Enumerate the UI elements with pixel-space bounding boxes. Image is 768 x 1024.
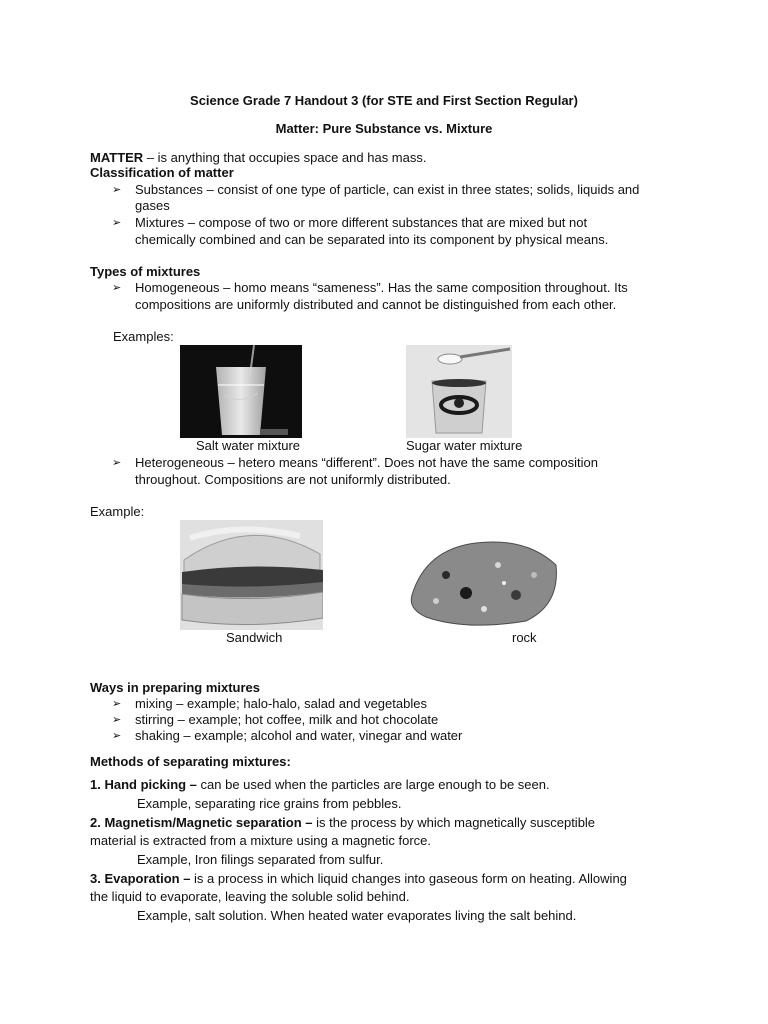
method-text-cont: material is extracted from a mixture using a magnetic force. xyxy=(90,833,432,848)
preparing-item-mixing: mixing – example; halo-halo, salad and vegetables xyxy=(135,696,427,711)
salt-water-caption: Salt water mixture xyxy=(196,438,301,453)
method-text: can be used when the particles are large enough to be seen. xyxy=(196,777,550,792)
method-title: 2. Magnetism/Magnetic separation – xyxy=(90,815,313,830)
classification-item-mixtures-cont: chemically combined and can be separated into its component by physical means. xyxy=(135,232,609,247)
method-text: is a process in which liquid changes into gaseous form on heating. Allowing xyxy=(190,871,627,886)
rock-image xyxy=(406,535,561,630)
page-title: Science Grade 7 Handout 3 (for STE and First Section Regular) xyxy=(190,93,578,108)
matter-term: MATTER xyxy=(90,150,144,165)
method-example: Example, Iron filings separated from sulfur. xyxy=(137,852,384,867)
arrow-bullet-icon: ➢ xyxy=(112,457,122,469)
method-text: is the process by which magnetically susceptible xyxy=(312,815,596,830)
sandwich-image xyxy=(180,520,323,630)
method-text-cont: the liquid to evaporate, leaving the soluble solid behind. xyxy=(90,889,410,904)
salt-water-glass-icon xyxy=(180,345,302,438)
preparing-item-shaking: shaking – example; alcohol and water, vinegar and water xyxy=(135,728,463,743)
page-subtitle: Matter: Pure Substance vs. Mixture xyxy=(275,121,493,136)
method-magnetism xyxy=(90,815,595,831)
arrow-bullet-icon: ➢ xyxy=(112,217,122,229)
homogeneous-definition: Homogeneous – homo means “sameness”. Has the same composition throughout. Its xyxy=(135,280,628,295)
arrow-bullet-icon: ➢ xyxy=(112,282,122,294)
sandwich-icon xyxy=(180,520,323,630)
sugar-water-caption: Sugar water mixture xyxy=(406,438,523,453)
matter-definition xyxy=(90,150,426,166)
rock-icon xyxy=(406,535,561,630)
arrow-bullet-icon: ➢ xyxy=(112,714,122,726)
sugar-water-glass-icon xyxy=(406,345,512,438)
preparing-item-stirring: stirring – example; hot coffee, milk and hot chocolate xyxy=(135,712,439,727)
sugar-water-glass-image xyxy=(406,345,512,438)
homogeneous-definition-cont: compositions are uniformly distributed and cannot be distinguished from each other. xyxy=(135,297,617,312)
sandwich-caption: Sandwich xyxy=(226,630,283,645)
classification-item-substances-cont: gases xyxy=(135,198,170,213)
classification-item-mixtures: Mixtures – compose of two or more different substances that are mixed but not xyxy=(135,215,588,230)
classification-heading: Classification of matter xyxy=(90,165,234,180)
method-hand-picking xyxy=(90,777,550,793)
method-example: Example, salt solution. When heated water evaporates living the salt behind. xyxy=(137,908,577,923)
preparing-heading: Ways in preparing mixtures xyxy=(90,680,261,695)
matter-definition-text: – is anything that occupies space and has mass. xyxy=(143,150,427,165)
example-label: Example: xyxy=(90,504,145,519)
method-title: 1. Hand picking – xyxy=(90,777,197,792)
examples-label: Examples: xyxy=(113,329,174,344)
heterogeneous-definition-cont: throughout. Compositions are not uniformly distributed. xyxy=(135,472,451,487)
rock-caption: rock xyxy=(512,630,537,645)
method-title: 3. Evaporation – xyxy=(90,871,191,886)
heterogeneous-definition: Heterogeneous – hetero means “different”. Does not have the same composition xyxy=(135,455,598,470)
arrow-bullet-icon: ➢ xyxy=(112,184,122,196)
separating-heading: Methods of separating mixtures: xyxy=(90,754,291,769)
method-evaporation xyxy=(90,871,627,887)
arrow-bullet-icon: ➢ xyxy=(112,698,122,710)
method-example: Example, separating rice grains from pebbles. xyxy=(137,796,402,811)
types-heading: Types of mixtures xyxy=(90,264,201,279)
arrow-bullet-icon: ➢ xyxy=(112,730,122,742)
classification-item-substances: Substances – consist of one type of particle, can exist in three states; solids, liquids and xyxy=(135,182,640,197)
salt-water-glass-image xyxy=(180,345,302,438)
